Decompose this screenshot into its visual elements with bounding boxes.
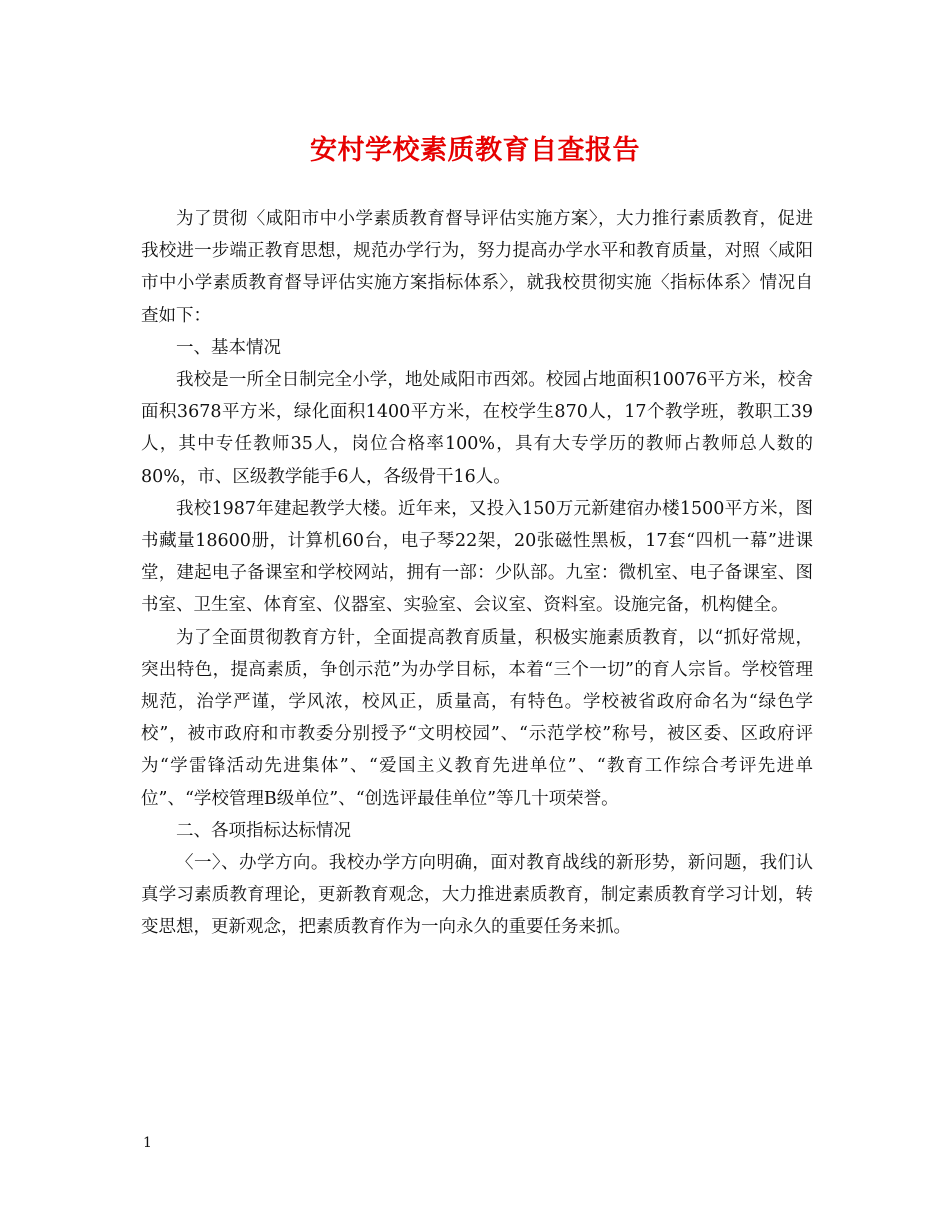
section-heading-basic-situation: 一、基本情况 (176, 337, 281, 358)
page-number: 1 (143, 1135, 152, 1151)
facilities-paragraph: 我校1987年建起教学大楼。近年来，又投入150万元新建宿办楼1500平方米，图书藏量18600册，计算机60台，电子琴22架，20张磁性黑板，17套“四机一幕”进课堂，建起电子备课室和学校网站，拥有一部：少队部。九室：微机室、电子备课室、图书室、卫生室、体育室、仪器室、实验室、会议室、资料室。设施完备，机构健全。 (141, 498, 813, 616)
intro-paragraph: 为了贯彻〈咸阳市中小学素质教育督导评估实施方案〉，大力推行素质教育，促进我校进一步端正教育思想，规范办学行为，努力提高办学水平和教育质量，对照〈咸阳市中小学素质教育督导评估实施方案指标体系〉，就我校贯彻实施〈指标体系〉情况自查如下： (141, 209, 813, 326)
section-heading-indicators: 二、各项指标达标情况 (176, 820, 351, 841)
document-title: 安村学校素质教育自查报告 (310, 135, 640, 166)
school-direction-paragraph: 〈一〉、办学方向。我校办学方向明确，面对教育战线的新形势，新问题，我们认真学习素质教育理论，更新教育观念，大力推进素质教育，制定素质教育学习计划，转变思想，更新观念，把素质教育作为一向永久的重要任务来抓。 (141, 853, 813, 938)
document-body (141, 203, 813, 944)
school-overview-paragraph: 我校是一所全日制完全小学，地处咸阳市西郊。校园占地面积10076平方米，校舍面积3678平方米，绿化面积1400平方米，在校学生870人，17个教学班，教职工39人，其中专任教师35人，岗位合格率100%，具有大专学历的教师占教师总人数的80%，市、区级教学能手6人，各级骨干16人。 (141, 370, 813, 487)
goals-honors-paragraph: 为了全面贯彻教育方针，全面提高教育质量，积极实施素质教育，以“抓好常规，突出特色，提高素质，争创示范”为办学目标，本着“三个一切”的育人宗旨。学校管理规范，治学严谨，学风浓，校风正，质量高，有特色。学校被省政府命名为“绿色学校”，被市政府和市教委分别授予“文明校园”、“示范学校”称号，被区委、区政府评为“学雷锋活动先进集体”、“爱国主义教育先进单位”、“教育工作综合考评先进单位”、“学校管理B级单位”、“创选评最佳单位”等几十项荣誉。 (141, 627, 813, 809)
